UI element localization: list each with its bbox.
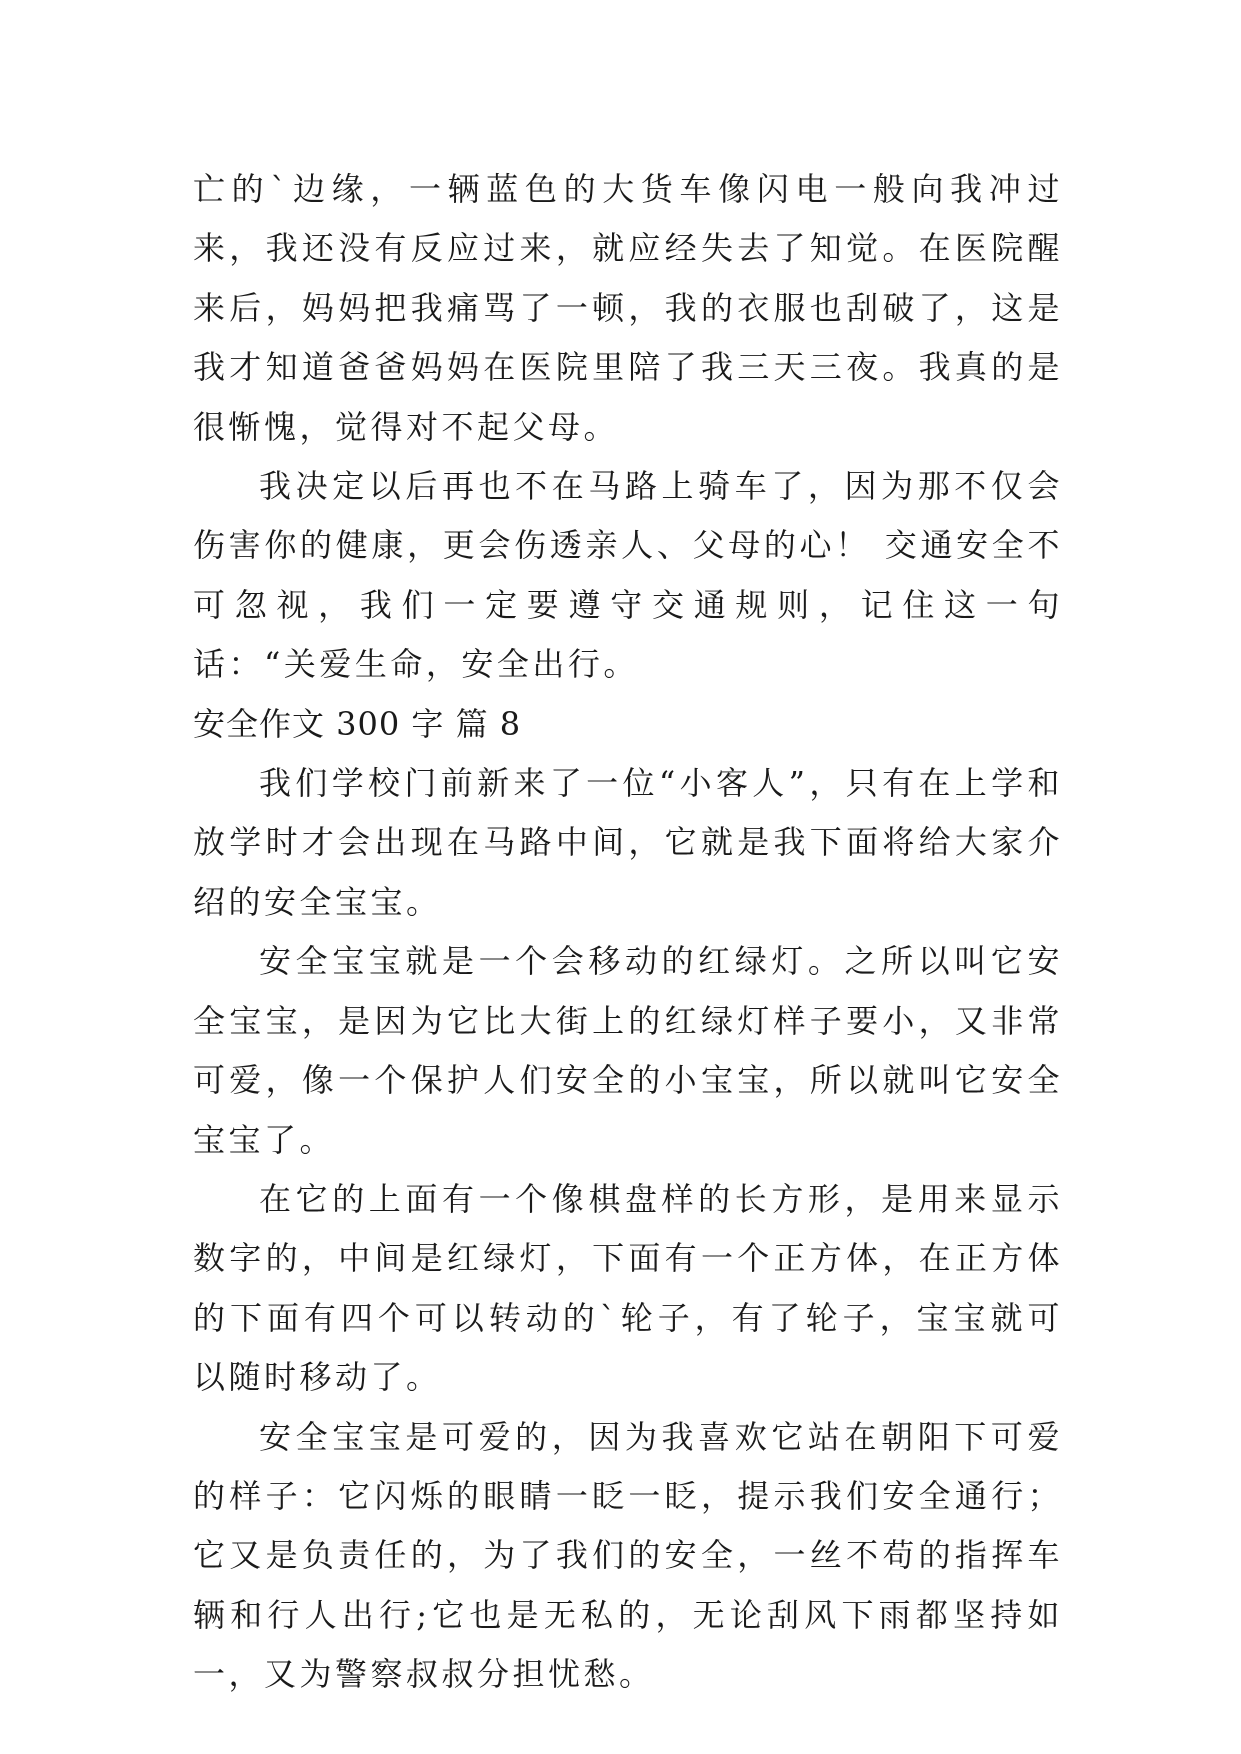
paragraph-intro: 我们学校门前新来了一位“小客人”，只有在上学和放学时才会出现在马路中间，它就是我下面将给大家介绍的安全宝宝。 — [193, 764, 1063, 921]
paragraph-qualities: 安全宝宝是可爱的，因为我喜欢它站在朝阳下可爱的样子：它闪烁的眼睛一眨一眨，提示我们安全通行；它又是负责任的，为了我们的安全，一丝不苟的指挥车辆和行人出行;它也是无私的，无论刮风下雨都坚持如一，又为警察叔叔分担忧愁。 — [193, 1417, 1063, 1694]
document-body — [193, 160, 1063, 1705]
paragraph-description: 安全宝宝就是一个会移动的红绿灯。之所以叫它安全宝宝，是因为它比大街上的红绿灯样子要小，又非常可爱，像一个保护人们安全的小宝宝，所以就叫它安全宝宝了。 — [193, 942, 1063, 1159]
paragraph-structure: 在它的上面有一个像棋盘样的长方形，是用来显示数字的，中间是红绿灯，下面有一个正方体，在正方体的下面有四个可以转动的`轮子，有了轮子，宝宝就可以随时移动了。 — [193, 1179, 1063, 1397]
paragraph-continuation: 亡的`边缘，一辆蓝色的大货车像闪电一般向我冲过来，我还没有反应过来，就应经失去了知觉。在医院醒来后，妈妈把我痛骂了一顿，我的衣服也刮破了，这是我才知道爸爸妈妈在医院里陪了我三天三夜。我真的是很惭愧，觉得对不起父母。 — [193, 170, 1063, 446]
section-heading: 安全作文 300 字 篇 8 — [193, 704, 522, 743]
paragraph-decision: 我决定以后再也不在马路上骑车了，因为那不仅会伤害你的健康，更会伤透亲人、父母的心！ 交通安全不可忽视，我们一定要遵守交通规则，记住这一句话：“关爱生命，安全出行。 — [193, 467, 1063, 684]
